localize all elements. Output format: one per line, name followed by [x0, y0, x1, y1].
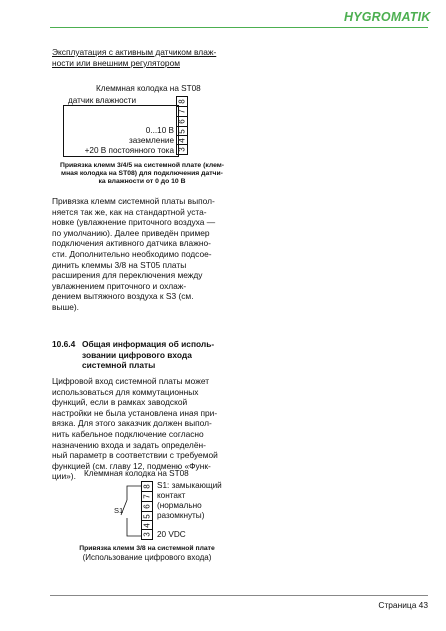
caption-line: Привязка клемм 3/8 на системной плате: [79, 545, 215, 552]
paragraph-line: Привязка клемм системной платы выпол-: [52, 196, 215, 206]
caption-line: ка влажности от 0 до 10 В: [98, 178, 186, 186]
paragraph-line: подключения активного датчика влажно-: [52, 238, 211, 249]
terminal-8: 8: [177, 97, 187, 107]
paragraph-line: новке (увлажнение приточного воздуха —: [52, 217, 216, 228]
paragraph-line: использоваться для коммутационных: [52, 386, 199, 397]
switch-s1-label: S1: [114, 506, 124, 515]
switch-description-line: (нормально: [157, 501, 202, 510]
wire-terminal-8: [127, 486, 141, 500]
terminal-4: 4: [177, 136, 187, 145]
label-20v-dc: +20 В постоянного тока: [84, 146, 174, 155]
operation-heading-line: ности или внешним регулятором: [52, 57, 180, 68]
wire-terminal-3: [127, 518, 141, 536]
terminal-3: 3: [142, 532, 152, 537]
terminal-7: 7: [177, 107, 187, 117]
paragraph-line: вязка. Для этого заказчик должен выпол-: [52, 418, 212, 429]
terminal-6: 6: [142, 502, 152, 512]
switch-description-line: контакт: [157, 491, 186, 500]
paragraph-line: нить кабельное подключение согласно: [52, 428, 204, 439]
caption-line: Привязка клемм 3/4/5 на системной плате (клем-: [59, 162, 225, 169]
label-0-10v: 0...10 В: [145, 126, 174, 135]
label-ground: заземление: [128, 136, 174, 145]
section-title-line: зовании цифрового входа: [82, 349, 192, 360]
terminal-block-st08-digital: [141, 481, 153, 540]
paragraph-line: ции»).: [52, 471, 76, 482]
terminal-5: 5: [177, 127, 187, 136]
paragraph-line: расширения для переключения между: [52, 270, 203, 281]
hygromatik-logo: HYGROMATIK: [344, 10, 431, 24]
paragraph-line: ный параметр в соответствии с требуемой: [52, 450, 218, 461]
paragraph-line: няется так же, как на стандартной уста-: [52, 206, 207, 217]
page-number: Страница 43: [378, 600, 428, 610]
paragraph-line: функций, если в рамках заводской: [52, 397, 188, 408]
switch-description-line: S1: замыкающий: [157, 481, 222, 490]
caption-line: (Использование цифрового входа): [82, 553, 212, 563]
paragraph-line: Цифровой вход системной платы может: [52, 376, 210, 386]
terminal-7: 7: [142, 492, 152, 502]
paragraph-line: дением вытяжного воздуха к S3 (см.: [52, 291, 194, 302]
paragraph-line: увлажнением приточного и охлаж-: [52, 280, 187, 291]
section-title-line: Общая информация об исполь-: [82, 339, 215, 349]
terminal-3: 3: [177, 147, 187, 152]
paragraph-line: сти. Дополнительно необходимо подсое-: [52, 248, 212, 259]
switch-description: [157, 481, 222, 521]
paragraph-line: динить клеммы 3/8 на ST05 платы: [52, 259, 187, 270]
diagram2-caption: [62, 545, 232, 563]
terminal-4: 4: [142, 521, 152, 530]
humidity-sensor-label: датчик влажности: [68, 96, 137, 105]
section-number: 10.6.4: [52, 339, 76, 349]
terminal-5: 5: [142, 512, 152, 521]
terminal-6: 6: [177, 117, 187, 127]
section-title-line: системной платы: [82, 360, 156, 370]
paragraph-line: выше).: [52, 301, 79, 312]
diagram2-title: Клеммная колодка на ST08: [84, 469, 189, 478]
caption-line: мная колодка на ST08) для подключения датчи-: [61, 170, 223, 178]
switch-description-line: разомкнуты): [157, 511, 205, 520]
diagram1-title: Клеммная колодка на ST08: [96, 84, 201, 93]
paragraph-line: по умолчанию). Далее приведён пример: [52, 227, 210, 238]
voltage-label: 20 VDC: [157, 530, 186, 539]
terminal-8: 8: [142, 482, 152, 492]
footer-rule: [50, 595, 428, 596]
paragraph-line: функцией (см. главу 12, подменю «Функ-: [52, 460, 211, 471]
operation-heading-line: Эксплуатация с активным датчиком влаж-: [52, 47, 217, 57]
paragraph-line: назначению входа и задать определён-: [52, 439, 206, 450]
paragraph-line: настройки не была установлена иная при-: [52, 407, 218, 418]
